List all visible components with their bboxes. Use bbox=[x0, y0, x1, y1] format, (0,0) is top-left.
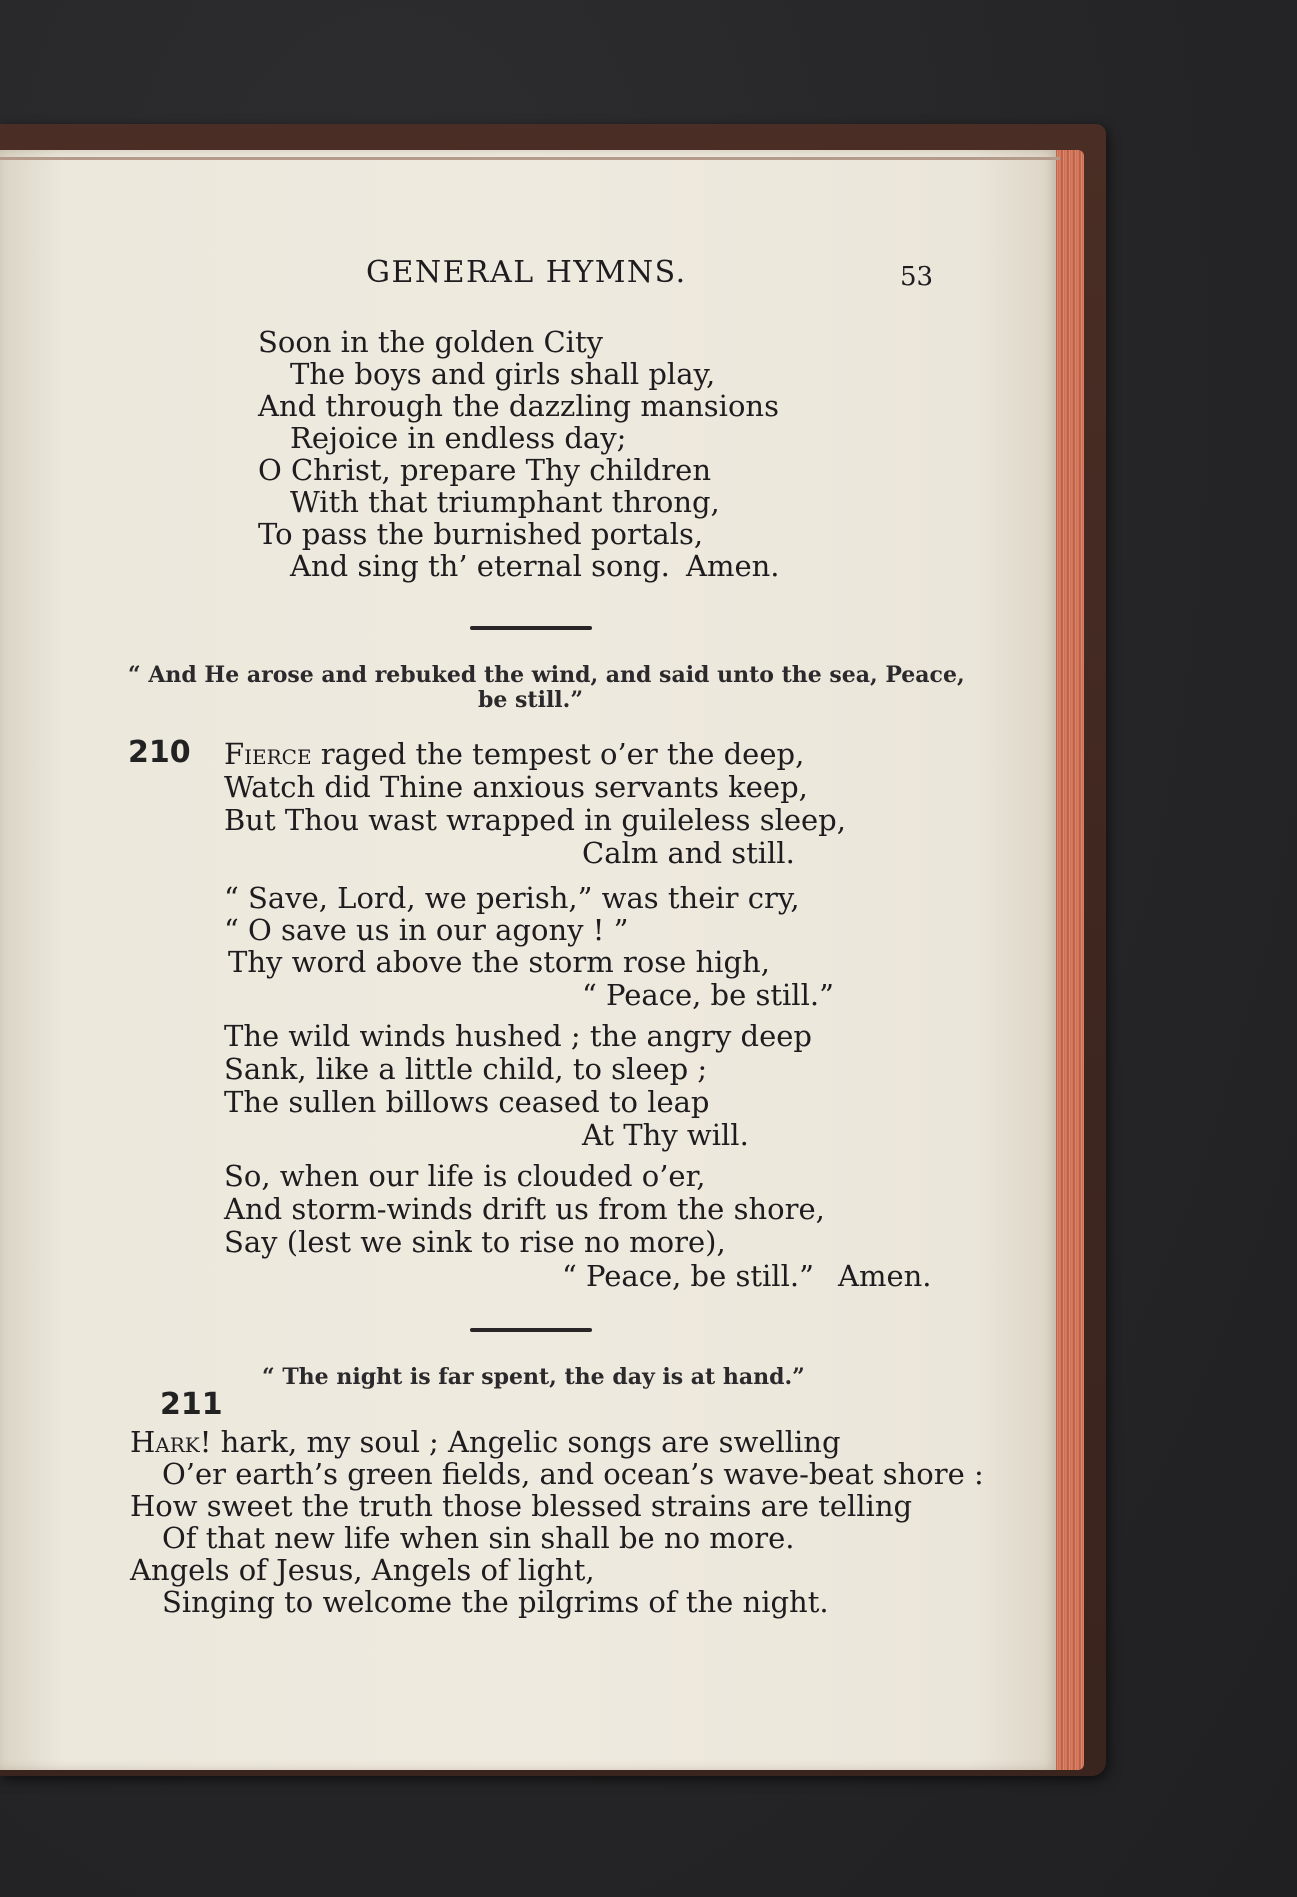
verse-line: Sank, like a little child, to sleep ; bbox=[224, 1052, 708, 1086]
verse-line-rest: raged the tempest o’er the deep, bbox=[311, 737, 805, 771]
verse-line: The boys and girls shall play, bbox=[290, 357, 716, 391]
hymn-number: 210 bbox=[128, 735, 191, 770]
epigraph-continuation: be still.” bbox=[478, 687, 583, 713]
verse-line-rest: ! hark, my soul ; Angelic songs are swelling bbox=[199, 1425, 841, 1459]
verse-line: Angels of Jesus, Angels of light, bbox=[130, 1553, 595, 1587]
verse-line: “ O save us in our agony ! ” bbox=[224, 913, 629, 947]
verse-line: Thy word above the storm rose high, bbox=[228, 945, 770, 979]
section-divider bbox=[470, 1328, 592, 1332]
running-header: GENERAL HYMNS. bbox=[366, 255, 687, 290]
verse-line: Of that new life when sin shall be no more. bbox=[162, 1521, 795, 1555]
verse-line: How sweet the truth those blessed strains are telling bbox=[130, 1489, 913, 1523]
verse-line: And sing th’ eternal song. bbox=[290, 549, 670, 583]
amen: Amen. bbox=[686, 549, 780, 583]
section-divider bbox=[470, 626, 592, 630]
page-number: 53 bbox=[900, 262, 934, 292]
verse-line: Watch did Thine anxious servants keep, bbox=[224, 770, 808, 804]
verse-line bbox=[224, 737, 805, 771]
verse-line: And storm-winds drift us from the shore, bbox=[224, 1192, 825, 1226]
verse-line: And through the dazzling mansions bbox=[258, 389, 779, 423]
verse-line-refrain: Calm and still. bbox=[582, 836, 795, 870]
verse-line: Say (lest we sink to rise no more), bbox=[224, 1225, 726, 1259]
hymn-number: 211 bbox=[160, 1387, 223, 1422]
epigraph: “ And He arose and rebuked the wind, and said unto the sea, Peace, bbox=[128, 662, 965, 688]
verse-line: Singing to welcome the pilgrims of the night. bbox=[162, 1585, 829, 1619]
verse-line: So, when our life is clouded o’er, bbox=[224, 1159, 706, 1193]
verse-line: O’er earth’s green fields, and ocean’s wave-beat shore : bbox=[162, 1457, 984, 1491]
amen: Amen. bbox=[838, 1259, 932, 1293]
verse-line: Soon in the golden City bbox=[258, 325, 603, 359]
verse-line: O Christ, prepare Thy children bbox=[258, 453, 712, 487]
verse-line bbox=[130, 1425, 841, 1459]
verse-line: The wild winds hushed ; the angry deep bbox=[224, 1019, 813, 1053]
verse-line: “ Save, Lord, we perish,” was their cry, bbox=[224, 881, 800, 915]
page-top-edge bbox=[0, 157, 1060, 160]
verse-line: Rejoice in endless day; bbox=[290, 421, 627, 455]
verse-line: The sullen billows ceased to leap bbox=[224, 1085, 710, 1119]
verse-line-refrain: At Thy will. bbox=[582, 1118, 749, 1152]
epigraph: “ The night is far spent, the day is at hand.” bbox=[262, 1364, 805, 1390]
verse-line: To pass the burnished portals, bbox=[258, 517, 704, 551]
verse-line-refrain: “ Peace, be still.” bbox=[582, 978, 834, 1012]
drop-word: Fierce bbox=[224, 737, 312, 771]
verse-line-refrain: “ Peace, be still.” bbox=[562, 1259, 814, 1293]
verse-line: With that triumphant throng, bbox=[290, 485, 720, 519]
verse-line: But Thou wast wrapped in guileless sleep, bbox=[224, 803, 846, 837]
drop-word: Hark bbox=[130, 1425, 200, 1459]
